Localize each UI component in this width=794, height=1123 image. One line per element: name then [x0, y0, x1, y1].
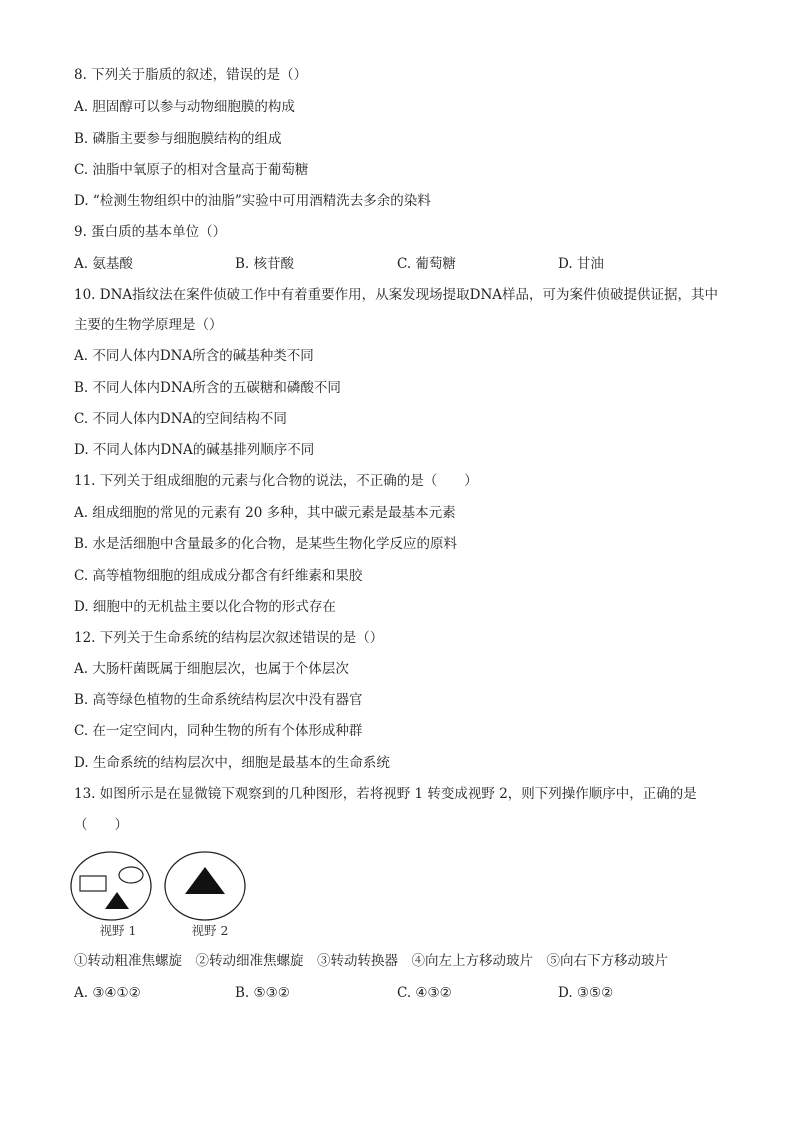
q10-stem-line2: 主要的生物学原理是（） — [74, 317, 223, 333]
q13-option-a: A. ③④①② — [74, 985, 141, 1001]
view-1-field-circle — [71, 852, 151, 920]
view-2-caption: 视野 2 — [191, 923, 229, 938]
q13-option-c: C. ④③② — [397, 985, 452, 1001]
q8-option-a: A. 胆固醇可以参与动物细胞膜的构成 — [74, 99, 295, 115]
q13-option-b: B. ⑤③② — [235, 985, 290, 1001]
q10-stem-line1: 10. DNA指纹法在案件侦破工作中有着重要作用，从案发现场提取DNA样品，可为案件侦破提供证据，其中 — [74, 287, 719, 303]
q12-stem: 12. 下列关于生命系统的结构层次叙述错误的是（） — [74, 630, 384, 646]
view-2-large-triangle — [185, 867, 225, 894]
q11-option-a: A. 组成细胞的常见的元素有 20 多种，其中碳元素是最基本元素 — [74, 505, 456, 521]
microscope-views-figure — [70, 850, 260, 945]
view-1-oval-shape — [119, 867, 143, 883]
q10-option-b: B. 不同人体内DNA所含的五碳糖和磷酸不同 — [74, 380, 341, 396]
q8-stem: 8. 下列关于脂质的叙述，错误的是（） — [74, 67, 308, 83]
q13-stem-line2: （ ） — [74, 817, 128, 833]
q10-option-d: D. 不同人体内DNA的碱基排列顺序不同 — [74, 442, 315, 458]
q11-option-b: B. 水是活细胞中含量最多的化合物，是某些生物化学反应的原料 — [74, 536, 458, 552]
q8-option-b: B. 磷脂主要参与细胞膜结构的组成 — [74, 131, 282, 147]
q8-option-c: C. 油脂中氧原子的相对含量高于葡萄糖 — [74, 162, 309, 178]
q10-option-a: A. 不同人体内DNA所含的碱基种类不同 — [74, 348, 314, 364]
q9-option-b: B. 核苷酸 — [235, 256, 295, 272]
q11-option-c: C. 高等植物细胞的组成成分都含有纤维素和果胶 — [74, 568, 363, 584]
q13-option-d: D. ③⑤② — [558, 985, 614, 1001]
view-1-diagram — [71, 852, 151, 920]
q12-option-a: A. 大肠杆菌既属于细胞层次，也属于个体层次 — [74, 661, 349, 677]
view-1-small-triangle — [105, 892, 129, 909]
q12-option-c: C. 在一定空间内，同种生物的所有个体形成种群 — [74, 723, 363, 739]
q9-option-d: D. 甘油 — [558, 256, 604, 272]
q9-option-c: C. 葡萄糖 — [397, 256, 456, 272]
q9-stem: 9. 蛋白质的基本单位（） — [74, 224, 227, 240]
q13-stem-line1: 13. 如图所示是在显微镜下观察到的几种图形，若将视野 1 转变成视野 2，则下列操作顺序中，正确的是 — [74, 786, 697, 802]
q12-option-d: D. 生命系统的结构层次中，细胞是最基本的生命系统 — [74, 755, 390, 771]
q11-option-d: D. 细胞中的无机盐主要以化合物的形式存在 — [74, 599, 336, 615]
q10-option-c: C. 不同人体内DNA的空间结构不同 — [74, 411, 287, 427]
view-1-caption: 视野 1 — [99, 923, 137, 938]
q13-steps: ①转动粗准焦螺旋 ②转动细准焦螺旋 ③转动转换器 ④向左上方移动玻片 ⑤向右下方移动玻片 — [74, 953, 668, 969]
view-1-rectangle-shape — [80, 876, 106, 891]
q11-stem: 11. 下列关于组成细胞的元素与化合物的说法，不正确的是（ ） — [74, 473, 478, 489]
q9-option-a: A. 氨基酸 — [74, 256, 133, 272]
view-2-diagram — [165, 852, 245, 920]
q8-option-d: D. “检测生物组织中的油脂”实验中可用酒精洗去多余的染料 — [74, 193, 431, 209]
q12-option-b: B. 高等绿色植物的生命系统结构层次中没有器官 — [74, 692, 363, 708]
